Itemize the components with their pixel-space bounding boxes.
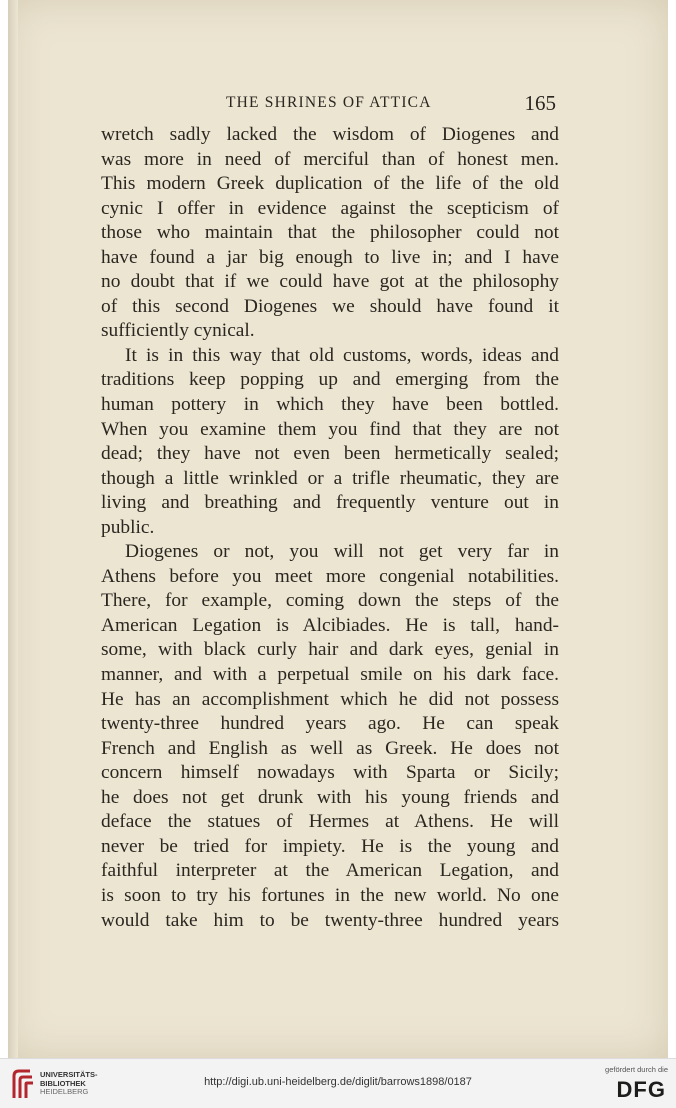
page-number: 165: [524, 91, 556, 115]
library-name-line3: HEIDELBERG: [40, 1087, 89, 1096]
text-line: never be tried for impiety. He is the young and: [101, 835, 559, 857]
text-line: concern himself nowadays with Sparta or Sicily;: [101, 762, 559, 784]
text-line: French and English as well as Greek. He does not: [101, 737, 559, 759]
text-line: those who maintain that the philosopher could not: [101, 222, 559, 244]
page-gutter-shadow: [8, 0, 18, 1058]
text-line: living and breathing and frequently venture out in: [101, 492, 559, 514]
text-line: have found a jar big enough to live in; and I have: [101, 246, 559, 268]
text-line: public.: [101, 516, 155, 538]
text-line: he does not get drunk with his young friends and: [101, 786, 559, 808]
footer-bar: [0, 1058, 676, 1108]
text-line: sufficiently cynical.: [101, 320, 255, 342]
dfg-logo-icon[interactable]: DFG: [616, 1077, 666, 1102]
text-line: manner, and with a perpetual smile on his dark face.: [101, 664, 559, 686]
text-line: There, for example, coming down the steps of the: [101, 590, 559, 612]
text-line: traditions keep popping up and emerging from the: [101, 369, 559, 391]
text-line: dead; they have not even been hermetically sealed;: [101, 443, 559, 465]
text-line: some, with black curly hair and dark eyes, genial in: [101, 639, 559, 661]
body-text: [101, 123, 559, 933]
text-line: It is in this way that old customs, words, ideas and: [125, 344, 559, 366]
text-line: American Legation is Alcibiades. He is tall, hand-: [101, 614, 559, 636]
text-line: of this second Diogenes we should have found it: [101, 295, 559, 317]
text-line: was more in need of merciful than of honest men.: [101, 148, 559, 170]
text-line: though a little wrinkled or a trifle rheumatic, they are: [101, 467, 559, 489]
running-head: [100, 92, 560, 118]
permalink-url[interactable]: http://digi.ub.uni-heidelberg.de/diglit/barrows1898/0187: [204, 1076, 472, 1088]
text-line: Athens before you meet more congenial notabilities.: [101, 565, 559, 587]
text-line: When you examine them you find that they are not: [101, 418, 559, 440]
text-line: twenty-three hundred years ago. He can speak: [101, 713, 559, 735]
library-name-line2: BIBLIOTHEK: [40, 1078, 86, 1088]
text-line: faithful interpreter at the American Legation, and: [101, 860, 559, 882]
running-head-title: THE SHRINES OF ATTICA: [226, 94, 432, 111]
text-line: This modern Greek duplication of the life of the old: [101, 173, 559, 195]
text-line: is soon to try his fortunes in the new world. No one: [101, 884, 559, 906]
text-line: wretch sadly lacked the wisdom of Diogenes and: [101, 124, 559, 145]
text-line: human pottery in which they have been bottled.: [101, 394, 559, 416]
text-line: cynic I offer in evidence against the scepticism of: [101, 197, 559, 219]
text-line: no doubt that if we could have got at the philosophy: [101, 271, 559, 293]
text-line: would take him to be twenty-three hundred years: [101, 909, 559, 931]
text-line: deface the statues of Hermes at Athens. He will: [101, 811, 559, 833]
library-name-line1: UNIVERSITÄTS-: [40, 1070, 98, 1079]
text-line: He has an accomplishment which he did not possess: [101, 688, 559, 710]
funded-by-label: gefördert durch die: [605, 1065, 668, 1074]
text-line: Diogenes or not, you will not get very far in: [125, 541, 559, 563]
